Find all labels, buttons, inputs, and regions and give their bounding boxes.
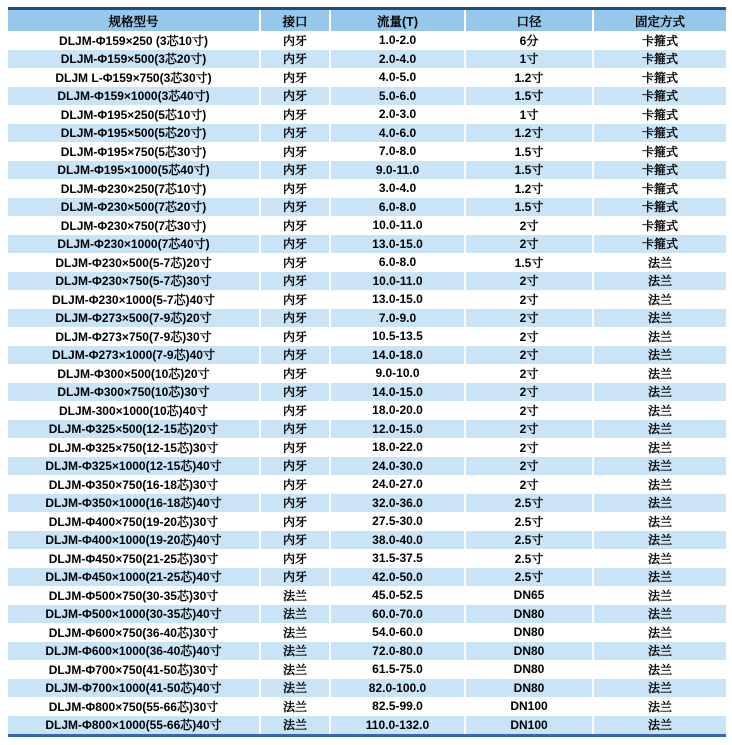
table-row: [8, 50, 726, 69]
cell-mounting: 卡箍式: [641, 181, 678, 196]
cell-diameter: DN80: [465, 642, 593, 661]
cell-interface: 内牙: [260, 50, 330, 69]
cell-flow: 18.0-22.0: [330, 438, 465, 457]
table-row: [8, 327, 726, 346]
cell-mounting: 法兰: [647, 329, 672, 344]
table-row: [8, 198, 726, 217]
cell-model: DLJM-Φ300×500(10芯)20寸: [8, 364, 260, 383]
cell-diameter: 1.5寸: [465, 87, 593, 106]
cell-flow: 14.0-15.0: [330, 383, 465, 402]
cell-interface: 内牙: [260, 346, 330, 365]
cell-diameter: 2寸: [465, 235, 593, 254]
table-row: [8, 401, 726, 420]
cell-flow: 10.0-11.0: [330, 216, 465, 235]
table-row: [8, 716, 726, 736]
cell-interface: 内牙: [260, 216, 330, 235]
table-row: [8, 68, 726, 87]
cell-flow: 10.5-13.5: [330, 327, 465, 346]
cell-model: DLJM-Φ450×750(21-25芯)30寸: [8, 549, 260, 568]
cell-mounting: 法兰: [647, 496, 672, 511]
cell-diameter: 1.5寸: [465, 198, 593, 217]
cell-diameter: 2.5寸: [465, 494, 593, 513]
cell-mounting: 法兰: [647, 588, 672, 603]
cell-flow: 14.0-18.0: [330, 346, 465, 365]
cell-mounting: 卡箍式: [641, 200, 678, 215]
cell-model: DLJM-Φ230×1000(5-7芯)40寸: [8, 290, 260, 309]
cell-mounting: 卡箍式: [641, 107, 678, 122]
column-header-model: 规格型号: [8, 9, 260, 32]
table-row: [8, 494, 726, 513]
cell-interface: 内牙: [260, 383, 330, 402]
cell-interface: 内牙: [260, 512, 330, 531]
cell-mounting: 法兰: [647, 477, 672, 492]
spec-table: [8, 7, 726, 737]
cell-model: DLJM-Φ800×1000(55-66芯)40寸: [8, 716, 260, 736]
cell-flow: 24.0-30.0: [330, 457, 465, 476]
cell-diameter: DN80: [465, 679, 593, 698]
table-row: [8, 642, 726, 661]
cell-model: DLJM-Φ500×1000(30-35芯)40寸: [8, 605, 260, 624]
cell-flow: 5.0-6.0: [330, 87, 465, 106]
table-body: [8, 31, 726, 736]
cell-interface: 法兰: [260, 586, 330, 605]
cell-diameter: 2寸: [465, 420, 593, 439]
table-row: [8, 568, 726, 587]
cell-interface: 内牙: [260, 105, 330, 124]
cell-diameter: 2寸: [465, 346, 593, 365]
cell-diameter: 2寸: [465, 272, 593, 291]
cell-model: DLJM-Φ230×1000(7芯40寸): [8, 235, 260, 254]
cell-model: DLJM-Φ230×500(5-7芯)20寸: [8, 253, 260, 272]
cell-diameter: 1.2寸: [465, 68, 593, 87]
cell-model: DLJM-Φ230×750(7芯30寸): [8, 216, 260, 235]
table-row: [8, 179, 726, 198]
cell-diameter: 1寸: [465, 105, 593, 124]
cell-flow: 7.0-8.0: [330, 142, 465, 161]
table-row: [8, 475, 726, 494]
cell-flow: 60.0-70.0: [330, 605, 465, 624]
cell-mounting: 法兰: [647, 403, 672, 418]
table-row: [8, 438, 726, 457]
cell-interface: 内牙: [260, 309, 330, 328]
cell-model: DLJM-Φ400×1000(19-20芯)40寸: [8, 531, 260, 550]
cell-model: DLJM-Φ159×1000(3芯40寸): [8, 87, 260, 106]
cell-model: DLJM-Φ600×1000(36-40芯)40寸: [8, 642, 260, 661]
cell-model: DLJM-Φ300×750(10芯)30寸: [8, 383, 260, 402]
cell-interface: 内牙: [260, 401, 330, 420]
cell-model: DLJM-Φ325×500(12-15芯)20寸: [8, 420, 260, 439]
cell-diameter: 1.5寸: [465, 161, 593, 180]
table-row: [8, 87, 726, 106]
cell-diameter: DN80: [465, 623, 593, 642]
column-header-flow: 流量(T): [330, 9, 465, 32]
table-row: [8, 235, 726, 254]
cell-diameter: DN100: [465, 716, 593, 736]
cell-flow: 18.0-20.0: [330, 401, 465, 420]
cell-flow: 9.0-10.0: [330, 364, 465, 383]
cell-flow: 9.0-11.0: [330, 161, 465, 180]
cell-mounting: 卡箍式: [641, 126, 678, 141]
cell-diameter: 2寸: [465, 475, 593, 494]
cell-model: DLJM-Φ230×250(7芯10寸): [8, 179, 260, 198]
table-row: [8, 457, 726, 476]
cell-flow: 6.0-8.0: [330, 198, 465, 217]
cell-model: DLJM L-Φ159×750(3芯30寸): [8, 68, 260, 87]
cell-diameter: DN65: [465, 586, 593, 605]
cell-model: DLJM-Φ273×500(7-9芯)20寸: [8, 309, 260, 328]
table-row: [8, 216, 726, 235]
cell-flow: 1.0-2.0: [330, 31, 465, 50]
table-row: [8, 383, 726, 402]
cell-flow: 72.0-80.0: [330, 642, 465, 661]
cell-mounting: 法兰: [647, 607, 672, 622]
cell-interface: 内牙: [260, 531, 330, 550]
cell-model: DLJM-Φ230×750(5-7芯)30寸: [8, 272, 260, 291]
cell-mounting: 法兰: [647, 348, 672, 363]
cell-diameter: 2.5寸: [465, 549, 593, 568]
cell-mounting: 法兰: [647, 311, 672, 326]
table-row: [8, 290, 726, 309]
cell-mounting: 法兰: [647, 718, 672, 733]
cell-interface: 内牙: [260, 87, 330, 106]
cell-interface: 法兰: [260, 623, 330, 642]
cell-model: DLJM-Φ195×750(5芯30寸): [8, 142, 260, 161]
cell-mounting: 法兰: [647, 459, 672, 474]
table-row: [8, 309, 726, 328]
cell-mounting: 法兰: [647, 440, 672, 455]
cell-interface: 内牙: [260, 142, 330, 161]
cell-interface: 内牙: [260, 549, 330, 568]
table-row: [8, 660, 726, 679]
table-row: [8, 272, 726, 291]
cell-flow: 4.0-6.0: [330, 124, 465, 143]
cell-flow: 54.0-60.0: [330, 623, 465, 642]
cell-flow: 3.0-4.0: [330, 179, 465, 198]
cell-mounting: 法兰: [647, 699, 672, 714]
table-header: [8, 9, 726, 32]
cell-diameter: 1.2寸: [465, 179, 593, 198]
cell-diameter: 2.5寸: [465, 531, 593, 550]
cell-diameter: 2寸: [465, 290, 593, 309]
cell-mounting: 法兰: [647, 274, 672, 289]
cell-mounting: 卡箍式: [641, 70, 678, 85]
table-row: [8, 531, 726, 550]
cell-model: DLJM-Φ273×1000(7-9芯)40寸: [8, 346, 260, 365]
cell-mounting: 法兰: [647, 255, 672, 270]
cell-model: DLJM-300×1000(10芯)40寸: [8, 401, 260, 420]
cell-model: DLJM-Φ400×750(19-20芯)30寸: [8, 512, 260, 531]
cell-diameter: 1.2寸: [465, 124, 593, 143]
cell-interface: 法兰: [260, 697, 330, 716]
cell-interface: 法兰: [260, 679, 330, 698]
cell-mounting: 法兰: [647, 681, 672, 696]
cell-flow: 61.5-75.0: [330, 660, 465, 679]
cell-mounting: 法兰: [647, 292, 672, 307]
table-row: [8, 623, 726, 642]
table-row: [8, 364, 726, 383]
cell-model: DLJM-Φ325×750(12-15芯)30寸: [8, 438, 260, 457]
cell-mounting: 法兰: [647, 533, 672, 548]
cell-interface: 内牙: [260, 253, 330, 272]
cell-interface: 内牙: [260, 68, 330, 87]
cell-mounting: 法兰: [647, 625, 672, 640]
cell-interface: 内牙: [260, 457, 330, 476]
cell-mounting: 法兰: [647, 366, 672, 381]
cell-flow: 6.0-8.0: [330, 253, 465, 272]
cell-mounting: 卡箍式: [641, 163, 678, 178]
cell-model: DLJM-Φ350×750(16-18芯)30寸: [8, 475, 260, 494]
cell-interface: 内牙: [260, 290, 330, 309]
cell-mounting: 法兰: [647, 644, 672, 659]
cell-flow: 82.5-99.0: [330, 697, 465, 716]
cell-model: DLJM-Φ600×750(36-40芯)30寸: [8, 623, 260, 642]
cell-diameter: DN80: [465, 660, 593, 679]
cell-model: DLJM-Φ159×250 (3芯10寸): [8, 31, 260, 50]
cell-interface: 法兰: [260, 660, 330, 679]
cell-model: DLJM-Φ500×750(30-35芯)30寸: [8, 586, 260, 605]
cell-flow: 2.0-4.0: [330, 50, 465, 69]
cell-interface: 内牙: [260, 420, 330, 439]
cell-mounting: 法兰: [647, 514, 672, 529]
cell-diameter: 1.5寸: [465, 253, 593, 272]
table-row: [8, 124, 726, 143]
column-header-mounting: 固定方式: [593, 9, 726, 32]
cell-flow: 10.0-11.0: [330, 272, 465, 291]
cell-diameter: 2寸: [465, 327, 593, 346]
cell-interface: 内牙: [260, 198, 330, 217]
cell-mounting: 法兰: [647, 422, 672, 437]
cell-model: DLJM-Φ700×750(41-50芯)30寸: [8, 660, 260, 679]
cell-diameter: 2寸: [465, 401, 593, 420]
table-row: [8, 161, 726, 180]
cell-interface: 法兰: [260, 716, 330, 736]
cell-mounting: 法兰: [647, 385, 672, 400]
cell-diameter: 2.5寸: [465, 512, 593, 531]
cell-flow: 82.0-100.0: [330, 679, 465, 698]
cell-diameter: 1.5寸: [465, 142, 593, 161]
table-row: [8, 549, 726, 568]
cell-interface: 内牙: [260, 124, 330, 143]
cell-model: DLJM-Φ230×500(7芯20寸): [8, 198, 260, 217]
cell-interface: 内牙: [260, 438, 330, 457]
cell-interface: 内牙: [260, 272, 330, 291]
cell-diameter: 2寸: [465, 309, 593, 328]
cell-diameter: 2寸: [465, 457, 593, 476]
cell-interface: 法兰: [260, 605, 330, 624]
cell-mounting: 卡箍式: [641, 237, 678, 252]
cell-mounting: 卡箍式: [641, 218, 678, 233]
cell-interface: 内牙: [260, 31, 330, 50]
cell-mounting: 法兰: [647, 570, 672, 585]
cell-flow: 38.0-40.0: [330, 531, 465, 550]
cell-diameter: DN80: [465, 605, 593, 624]
cell-diameter: 1寸: [465, 50, 593, 69]
cell-diameter: 2寸: [465, 438, 593, 457]
cell-diameter: 2寸: [465, 216, 593, 235]
table-row: [8, 586, 726, 605]
cell-interface: 内牙: [260, 161, 330, 180]
column-header-diameter: 口径: [465, 9, 593, 32]
cell-flow: 13.0-15.0: [330, 235, 465, 254]
table-row: [8, 253, 726, 272]
cell-model: DLJM-Φ195×250(5芯10寸): [8, 105, 260, 124]
table-row: [8, 697, 726, 716]
cell-model: DLJM-Φ350×1000(16-18芯)40寸: [8, 494, 260, 513]
column-header-interface: 接口: [260, 9, 330, 32]
cell-model: DLJM-Φ800×750(55-66芯)30寸: [8, 697, 260, 716]
cell-flow: 110.0-132.0: [330, 716, 465, 736]
header-row: [8, 9, 726, 32]
cell-interface: 内牙: [260, 364, 330, 383]
cell-mounting: 卡箍式: [641, 89, 678, 104]
table-row: [8, 105, 726, 124]
cell-interface: 法兰: [260, 642, 330, 661]
cell-diameter: 2寸: [465, 364, 593, 383]
cell-mounting: 卡箍式: [641, 33, 678, 48]
cell-diameter: 6分: [465, 31, 593, 50]
table-row: [8, 142, 726, 161]
table-row: [8, 346, 726, 365]
cell-model: DLJM-Φ450×1000(21-25芯)40寸: [8, 568, 260, 587]
cell-model: DLJM-Φ159×500(3芯20寸): [8, 50, 260, 69]
cell-flow: 24.0-27.0: [330, 475, 465, 494]
table-row: [8, 605, 726, 624]
cell-flow: 2.0-3.0: [330, 105, 465, 124]
cell-flow: 32.0-36.0: [330, 494, 465, 513]
cell-flow: 12.0-15.0: [330, 420, 465, 439]
cell-model: DLJM-Φ195×500(5芯20寸): [8, 124, 260, 143]
cell-diameter: 2.5寸: [465, 568, 593, 587]
cell-mounting: 卡箍式: [641, 144, 678, 159]
cell-flow: 13.0-15.0: [330, 290, 465, 309]
cell-interface: 内牙: [260, 494, 330, 513]
cell-interface: 内牙: [260, 475, 330, 494]
cell-interface: 内牙: [260, 327, 330, 346]
cell-model: DLJM-Φ325×1000(12-15芯)40寸: [8, 457, 260, 476]
table-row: [8, 31, 726, 50]
table-row: [8, 420, 726, 439]
cell-flow: 45.0-52.5: [330, 586, 465, 605]
table-row: [8, 679, 726, 698]
cell-model: DLJM-Φ195×1000(5芯40寸): [8, 161, 260, 180]
cell-flow: 42.0-50.0: [330, 568, 465, 587]
cell-diameter: 2寸: [465, 383, 593, 402]
cell-interface: 内牙: [260, 235, 330, 254]
cell-mounting: 法兰: [647, 551, 672, 566]
table-row: [8, 512, 726, 531]
cell-mounting: 卡箍式: [641, 52, 678, 67]
cell-interface: 内牙: [260, 568, 330, 587]
cell-diameter: DN100: [465, 697, 593, 716]
cell-flow: 31.5-37.5: [330, 549, 465, 568]
cell-flow: 27.5-30.0: [330, 512, 465, 531]
cell-mounting: 法兰: [647, 662, 672, 677]
cell-model: DLJM-Φ273×750(7-9芯)30寸: [8, 327, 260, 346]
cell-model: DLJM-Φ700×1000(41-50芯)40寸: [8, 679, 260, 698]
cell-flow: 4.0-5.0: [330, 68, 465, 87]
cell-flow: 7.0-9.0: [330, 309, 465, 328]
cell-interface: 内牙: [260, 179, 330, 198]
